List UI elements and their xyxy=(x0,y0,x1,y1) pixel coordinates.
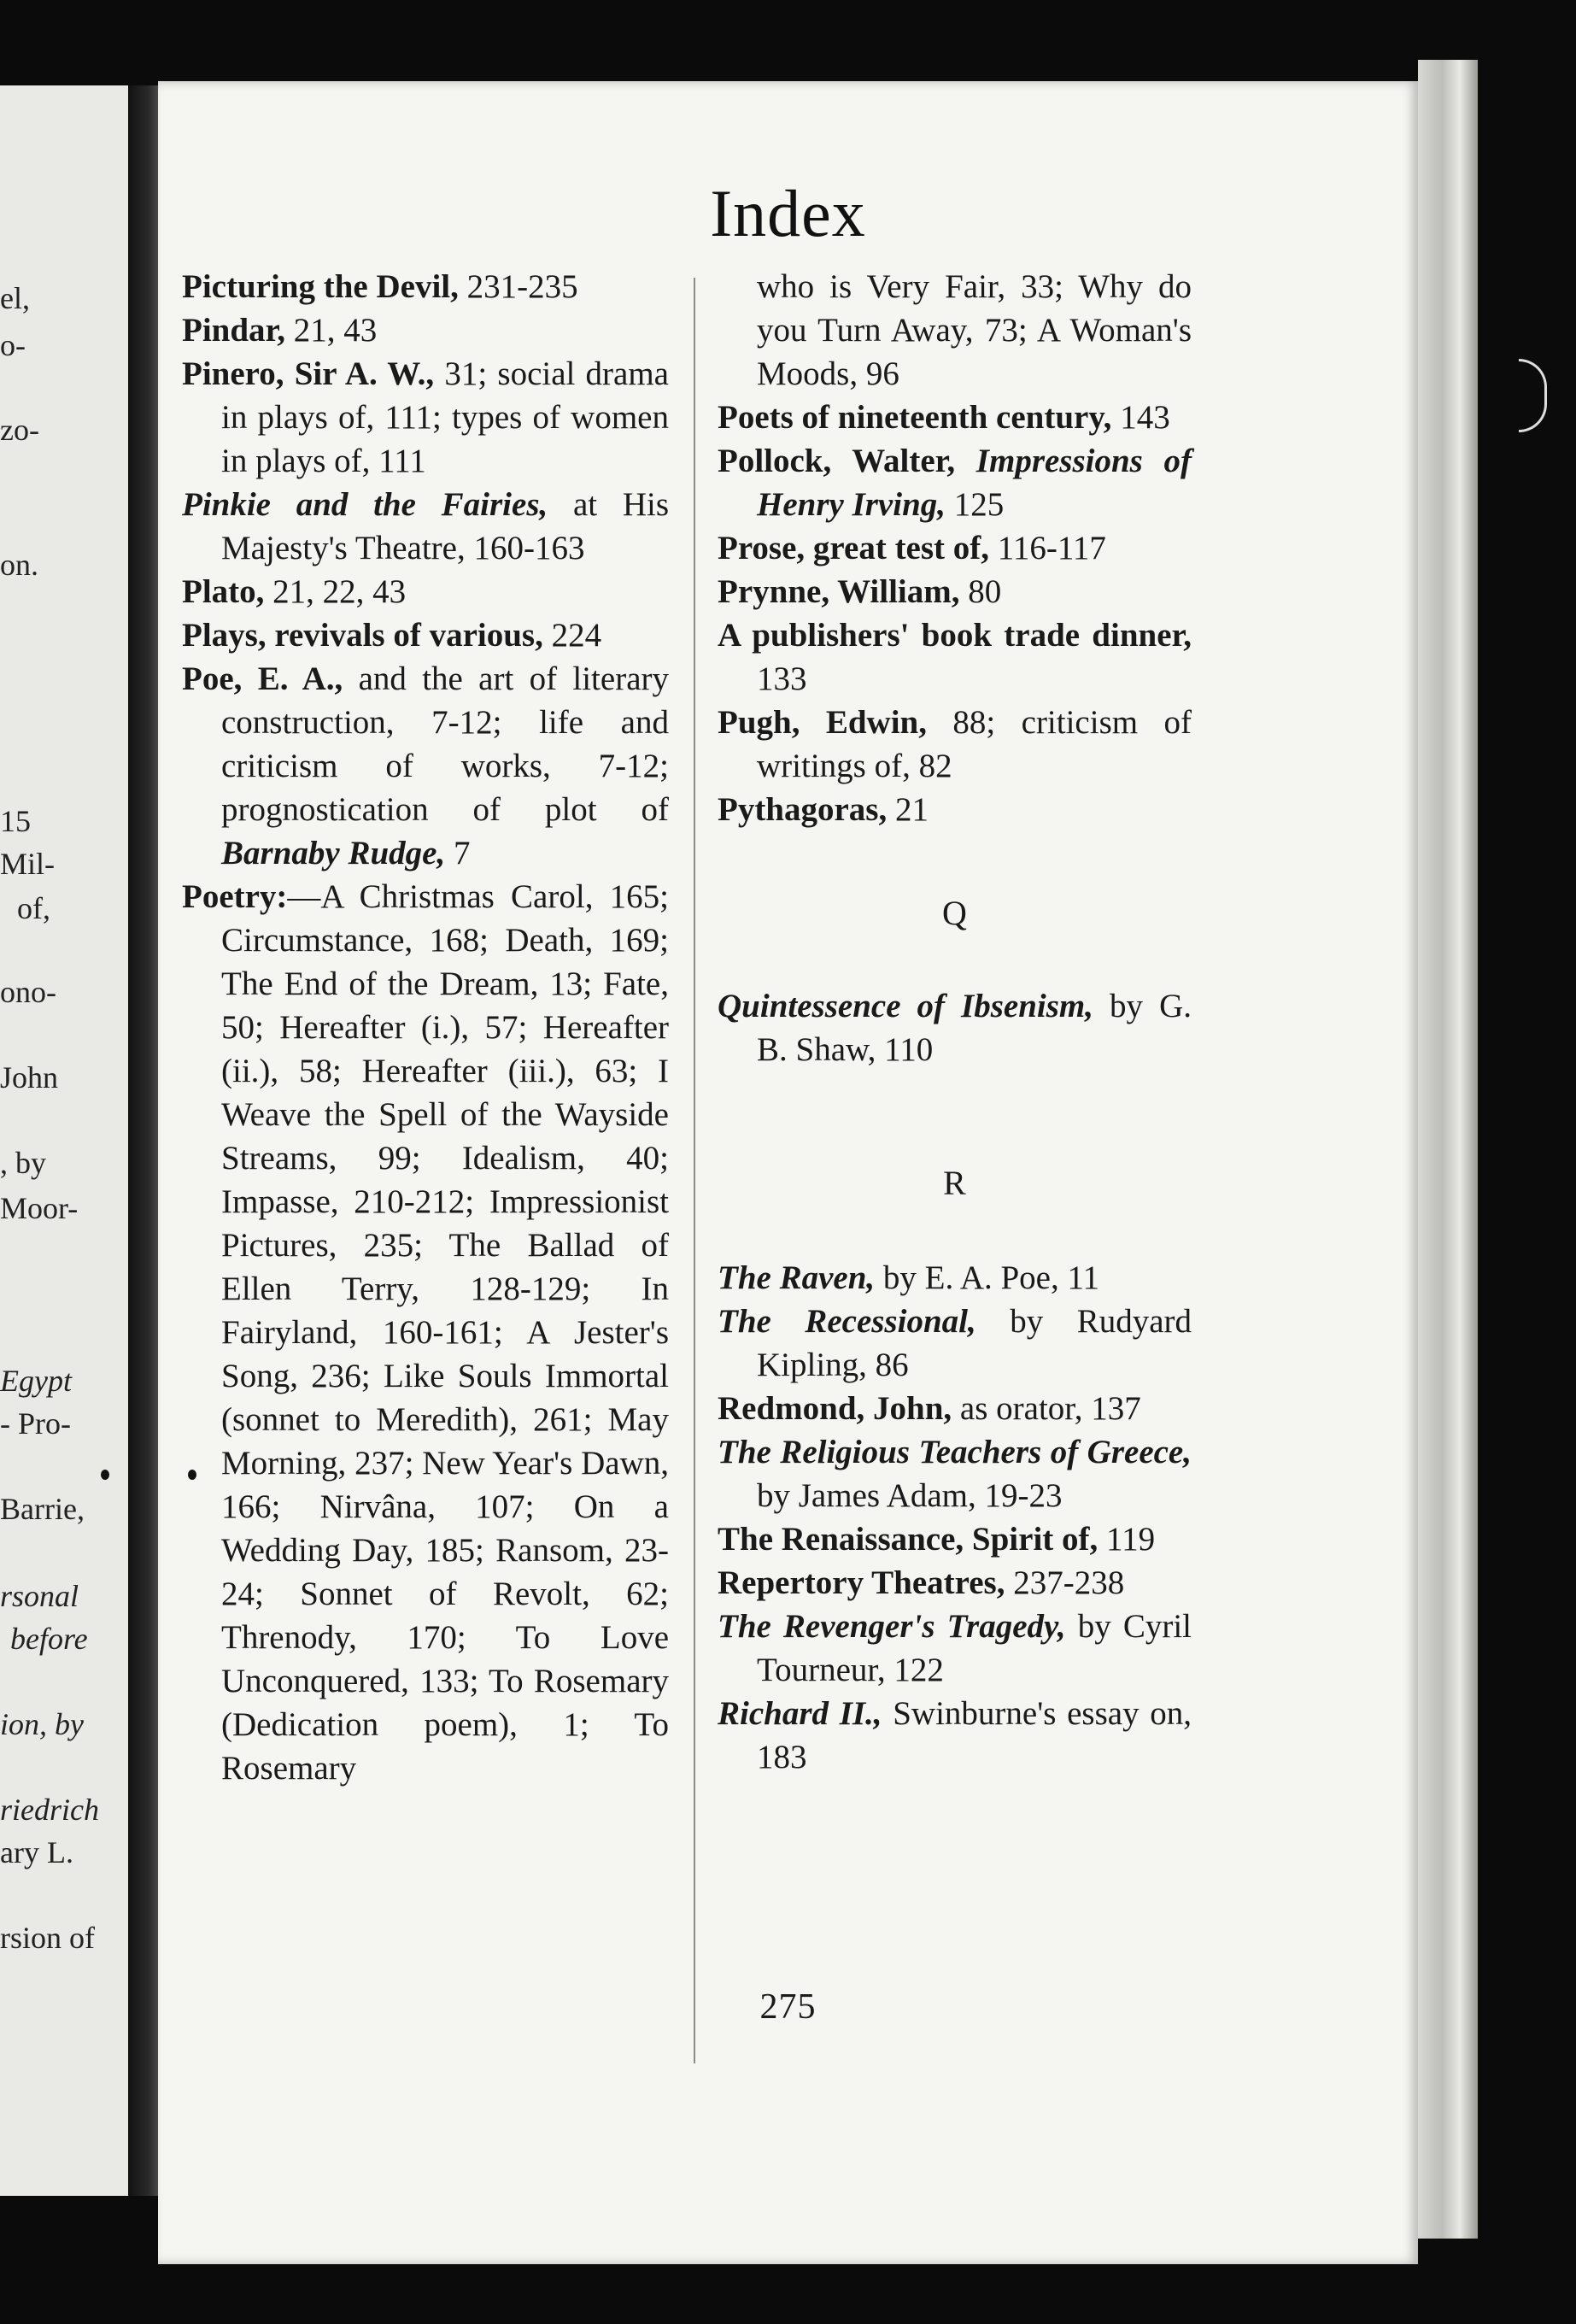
left-fragment: Mil- xyxy=(0,847,56,881)
index-entry: Richard II., Swinburne's essay on, 183 xyxy=(718,1695,1192,1775)
index-entry-continuation: who is Very Fair, 33; Why do you Turn Away, 73; A Woman's Moods, 96 xyxy=(757,268,1192,392)
left-fragment: , by xyxy=(0,1146,46,1180)
bracket-mark xyxy=(1519,359,1547,432)
left-fragment: Barrie, xyxy=(0,1492,85,1526)
index-entry: Picturing the Devil, 231-235 xyxy=(182,268,578,305)
column-divider xyxy=(694,278,695,2063)
left-fragment: - Pro- xyxy=(0,1406,71,1441)
index-entry: Poetry:—A Christmas Carol, 165; Circumstance, 168; Death, 169; The End of the Dream, 13; Fate, 50; Hereafter (i.), 57; Hereafter (ii.), 58; Hereafter (iii.), 63; I Weave the Spell of the Wayside Streams, 99; Idealism, 40; Impasse, 210-212; Impressionist Pictures, 235; The Ballad of Ellen Terry, 128-129; In Fairyland, 160-161; A Jester's Song, 236; Like Souls Immortal (sonnet to Meredith), 261; May Morning, 237; New Year's Dawn, 166; Nirvâna, 107; On a Wedding Day, 185; Ransom, 23-24; Sonnet of Revolt, 62; Threnody, 170; To Love Unconquered, 133; To Rosemary (Dedication poem), 1; To Rosemary xyxy=(182,878,669,1787)
index-column-right xyxy=(718,265,1192,1779)
section-letter-q: Q xyxy=(942,894,967,932)
index-entry: Prynne, William, 80 xyxy=(718,573,1002,610)
left-fragment: of, xyxy=(17,891,50,925)
left-facing-page xyxy=(0,85,128,2196)
section-letter-r: R xyxy=(943,1164,966,1202)
left-fragment: John xyxy=(0,1060,59,1095)
left-fragment: 15 xyxy=(0,804,31,838)
index-entry: Pugh, Edwin, 88; criticism of writings of, 82 xyxy=(718,704,1192,784)
index-entry: Poe, E. A., and the art of literary construction, 7-12; life and criticism of works, 7-12; prognostication of plot of Barnaby Rudge, 7 xyxy=(182,660,669,872)
index-entry: Plato, 21, 22, 43 xyxy=(182,573,407,610)
index-entry: The Revenger's Tragedy, by Cyril Tourneur, 122 xyxy=(718,1608,1192,1688)
left-fragment: Egypt xyxy=(0,1364,72,1398)
index-entry: The Religious Teachers of Greece, by James Adam, 19-23 xyxy=(718,1434,1192,1514)
index-entry: Pinero, Sir A. W., 31; social drama in plays of, 111; types of women in plays of, 111 xyxy=(182,355,669,479)
index-entry: The Renaissance, Spirit of, 119 xyxy=(718,1521,1156,1558)
index-entry: Pythagoras, 21 xyxy=(718,791,929,828)
index-entry: A publishers' book trade dinner, 133 xyxy=(718,617,1192,697)
index-entry: Pindar, 21, 43 xyxy=(182,312,378,349)
page-edge xyxy=(1418,60,1478,2239)
left-fragment: ary L. xyxy=(0,1835,73,1869)
index-entry: Redmond, John, as orator, 137 xyxy=(718,1390,1141,1427)
left-fragment: zo- xyxy=(0,413,39,447)
index-column-left xyxy=(182,265,669,1790)
left-fragment: el, xyxy=(0,281,30,315)
left-fragment: o- xyxy=(0,328,26,362)
index-entry: Prose, great test of, 116-117 xyxy=(718,530,1106,566)
left-fragment: rsion of xyxy=(0,1921,95,1955)
index-entry: Quintessence of Ibsenism, by G. B. Shaw, 110 xyxy=(718,988,1192,1068)
book-gutter xyxy=(128,85,162,2196)
ink-dot xyxy=(188,1470,196,1480)
index-entry: The Raven, by E. A. Poe, 11 xyxy=(718,1259,1100,1296)
left-fragment: riedrich xyxy=(0,1793,99,1827)
left-fragment: on. xyxy=(0,548,38,582)
page-title: Index xyxy=(710,176,866,250)
index-entry: Plays, revivals of various, 224 xyxy=(182,617,602,654)
left-fragment: Moor- xyxy=(0,1191,79,1225)
index-entry: The Recessional, by Rudyard Kipling, 86 xyxy=(718,1303,1192,1383)
index-entry: Repertory Theatres, 237-238 xyxy=(718,1564,1125,1601)
left-fragment: before xyxy=(10,1622,88,1656)
page-number: 275 xyxy=(759,1987,817,2027)
index-page xyxy=(158,81,1418,2264)
ink-dot xyxy=(101,1470,109,1480)
index-entry: Poets of nineteenth century, 143 xyxy=(718,399,1170,436)
index-entry: Pollock, Walter, Impressions of Henry Irving, 125 xyxy=(718,443,1192,523)
left-fragment: ion, by xyxy=(0,1707,84,1741)
left-fragment: ono- xyxy=(0,975,56,1009)
left-fragment: rsonal xyxy=(0,1579,79,1613)
index-entry: Pinkie and the Fairies, at His Majesty's Theatre, 160-163 xyxy=(182,486,669,566)
